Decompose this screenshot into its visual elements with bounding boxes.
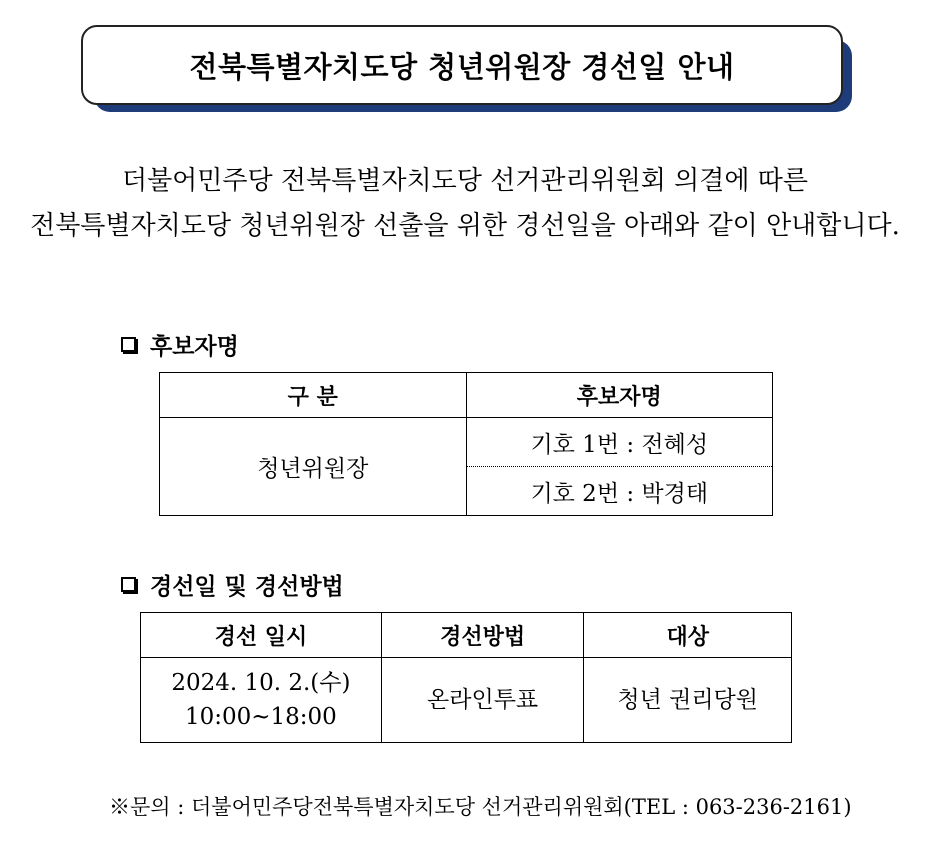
table-row — [160, 418, 773, 467]
section-election-heading — [121, 568, 344, 601]
intro-line-2: 전북특별자치도당 청년위원장 선출을 위한 경선일을 아래와 같이 안내합니다. — [30, 211, 900, 241]
table-header-row — [141, 613, 792, 658]
section-election-label: 경선일 및 경선방법 — [150, 574, 344, 600]
col-datetime-header: 경선 일시 — [141, 613, 382, 658]
section-candidates-heading — [121, 328, 239, 361]
candidate-2-cell: 기호 2번 : 박경태 — [466, 467, 773, 516]
candidates-table — [159, 372, 773, 516]
method-cell: 온라인투표 — [381, 658, 584, 743]
table-header-row — [160, 373, 773, 418]
datetime-cell — [141, 658, 382, 743]
election-table — [140, 612, 792, 743]
col-candidate-header: 후보자명 — [466, 373, 773, 418]
checkbox-square-icon — [121, 577, 136, 592]
checkbox-square-icon — [121, 337, 136, 352]
section-candidates-label: 후보자명 — [150, 334, 239, 360]
target-cell: 청년 권리당원 — [584, 658, 792, 743]
col-method-header: 경선방법 — [381, 613, 584, 658]
intro-line-1: 더불어민주당 전북특별자치도당 선거관리위원회 의결에 따른 — [121, 166, 809, 196]
col-category-header: 구 분 — [160, 373, 467, 418]
candidate-1-cell: 기호 1번 : 전혜성 — [466, 418, 773, 467]
contact-footer: ※문의 : 더불어민주당전북특별자치도당 선거관리위원회(TEL : 063-236-2161) — [109, 795, 852, 819]
col-target-header: 대상 — [584, 613, 792, 658]
page-title: 전북특별자치도당 청년위원장 경선일 안내 — [189, 49, 735, 84]
table-row — [141, 658, 792, 743]
category-cell: 청년위원장 — [160, 418, 467, 516]
election-time: 10:00~18:00 — [184, 704, 337, 730]
election-date: 2024. 10. 2.(수) — [171, 670, 351, 696]
title-box — [81, 25, 843, 105]
